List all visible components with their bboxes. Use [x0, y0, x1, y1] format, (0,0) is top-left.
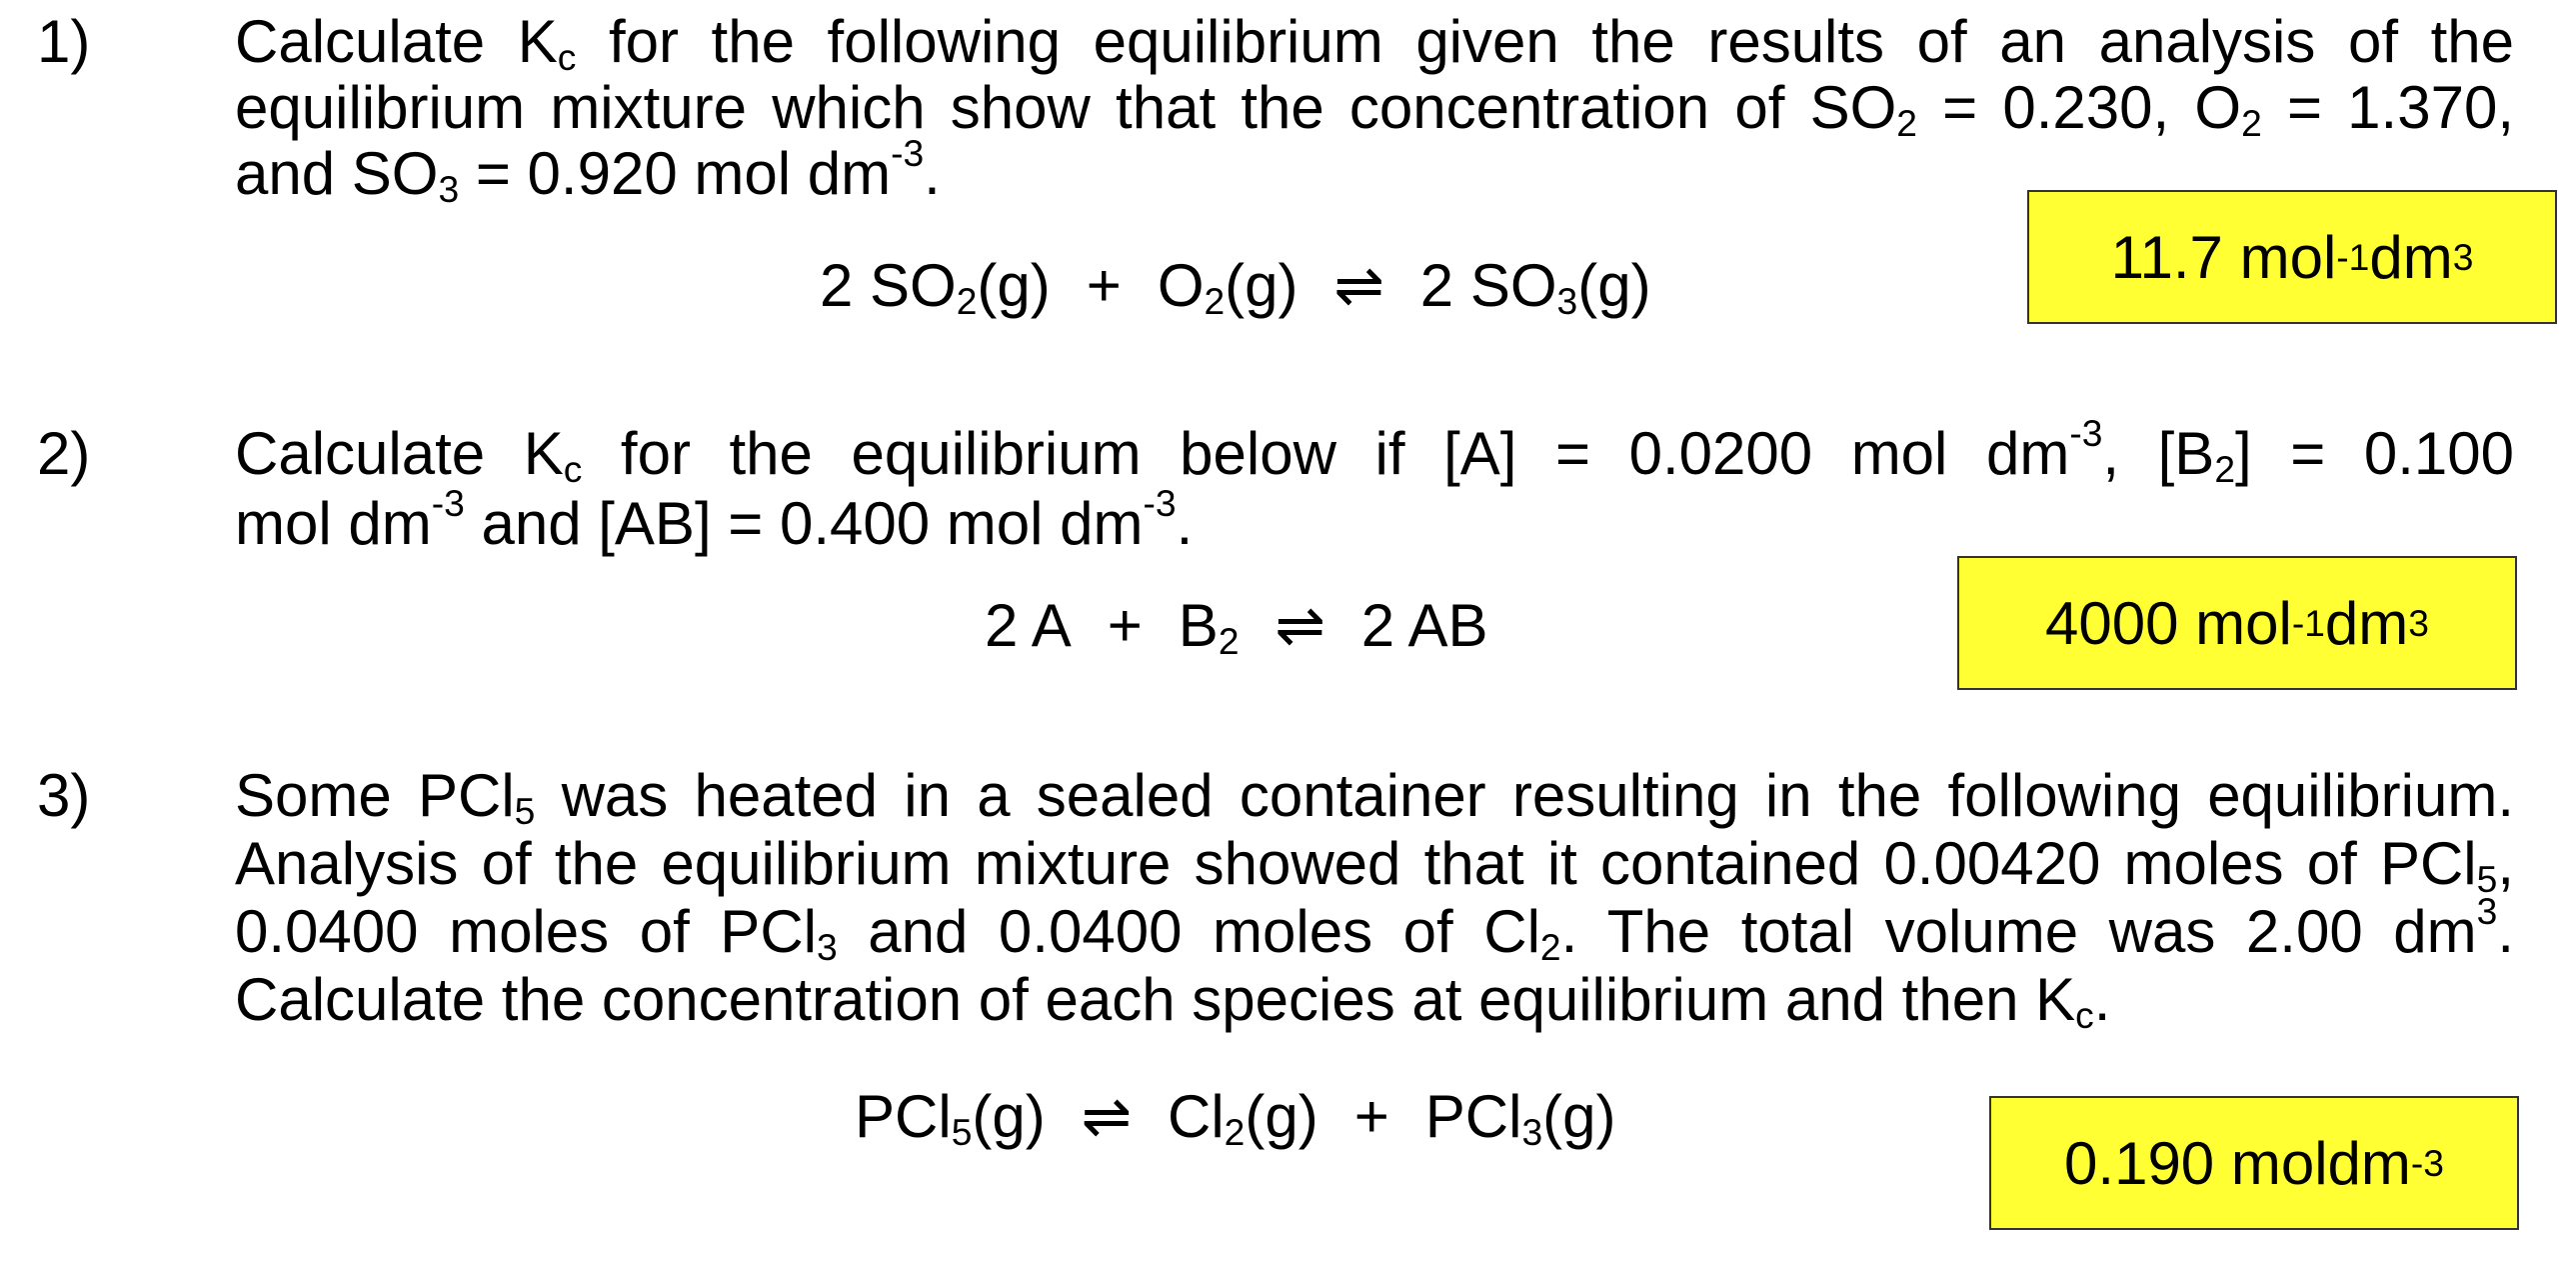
question-text-line: Analysis of the equilibrium mixture showed that it contained 0.00420 moles of PCl$_5$,: [235, 830, 2514, 901]
question-text-line: mol $dm^{-3}$ and [AB] = 0.400 mol $dm^{-3}$.: [235, 482, 1194, 557]
question-text-line: Calculate $K_c$ for the equilibrium below if [A] = 0.0200 mol $dm^{-3}$, $[B_2] = 0.100$: [235, 412, 2515, 491]
equilibrium-arrow: ⇌: [1333, 252, 1384, 319]
question-text-line: Some PCl$_5$ was heated in a sealed container resulting in the following equilibrium.: [235, 762, 2514, 833]
equilibrium-arrow: ⇌: [1275, 592, 1325, 659]
question-text-line: equilibrium mixture which show that the concentration of $SO_2 = 0.230$, $O_2 = 1.370$,: [235, 74, 2514, 145]
question-text-line: Calculate $K_c$ for the following equilibrium given the results of an analysis of the: [235, 8, 2514, 79]
question-number: 3): [37, 762, 91, 829]
question-number: 2): [37, 420, 91, 487]
equilibrium-arrow: ⇌: [1081, 1083, 1132, 1150]
question-text-line: 0.0400 moles of PCl$_3$ and 0.0400 moles of $Cl_2$. The total volume was 2.00 $dm^3$.: [235, 890, 2514, 969]
question-number: 1): [37, 8, 91, 75]
equation: PCl$_5$(g) ⇌ $Cl_2(g) + PCl_3(g)$: [855, 1083, 1616, 1154]
answer-box: 11.7 mol -1 dm 3: [2027, 190, 2557, 324]
equation: 2 $SO_2(g) + O_2(g)$ ⇌ 2 $SO_3(g)$: [820, 252, 1651, 323]
answer-box: 4000 mol -1 dm 3: [1957, 556, 2517, 690]
question-text-line: Calculate the concentration of each species at equilibrium and then $K_c$.: [235, 966, 2111, 1037]
equation: 2 $A + B_2$ ⇌ 2 AB: [985, 592, 1488, 663]
question-text-line: and $SO_3 = 0.920$ mol $dm^{-3}$.: [235, 132, 941, 211]
answer-box: 0.190 moldm -3: [1989, 1096, 2519, 1230]
